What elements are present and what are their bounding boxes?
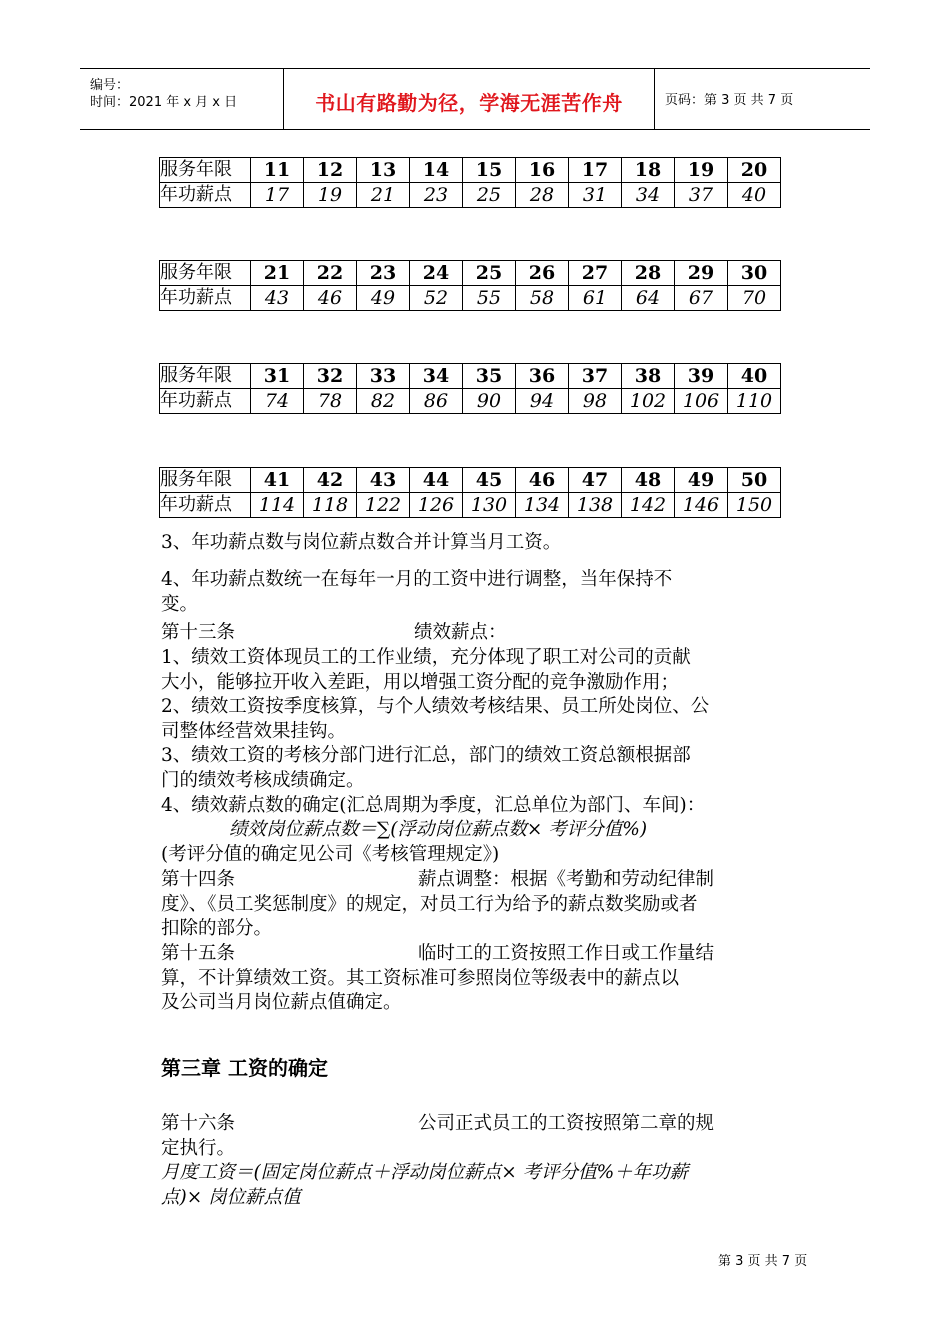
- article-14-line1: 薪点调整：根据《考勤和劳动纪律制: [418, 869, 715, 890]
- article-14-line3: 扣除的部分。: [161, 918, 273, 939]
- table-cell: 25: [463, 261, 516, 286]
- page-header: [80, 68, 870, 130]
- table-cell: 49: [675, 468, 728, 493]
- article-13-number: 第十三条: [161, 622, 236, 643]
- table-cell: 58: [516, 286, 569, 311]
- service-years-row: [160, 158, 781, 183]
- row-label: 年功薪点: [160, 389, 251, 414]
- table-cell: 61: [569, 286, 622, 311]
- article-15-line2: 算，不计算绩效工资。其工资标准可参照岗位等级表中的薪点以: [161, 968, 680, 989]
- clause-3: 3、年功薪点数与岗位薪点数合并计算当月工资。: [161, 532, 562, 553]
- chapter-3-heading: 第三章 工资的确定: [161, 1056, 328, 1080]
- table-cell: 82: [357, 389, 410, 414]
- table-cell: 78: [304, 389, 357, 414]
- article-14-number: 第十四条: [161, 869, 236, 890]
- table-cell: 21: [357, 183, 410, 208]
- row-label: 服务年限: [160, 364, 251, 389]
- footer-page-info: 第 3 页 共 7 页: [718, 1254, 808, 1269]
- article-16-number: 第十六条: [161, 1113, 236, 1134]
- table-cell: 25: [463, 183, 516, 208]
- table-cell: 142: [622, 493, 675, 518]
- service-years-row: [160, 364, 781, 389]
- table-cell: 94: [516, 389, 569, 414]
- table-cell: 70: [728, 286, 781, 311]
- table-cell: 48: [622, 468, 675, 493]
- table-cell: 47: [569, 468, 622, 493]
- table-cell: 26: [516, 261, 569, 286]
- number-label: 编号：: [90, 78, 130, 93]
- table-cell: 36: [516, 364, 569, 389]
- table-cell: 23: [410, 183, 463, 208]
- monthly-wage-formula-line1: 月度工资＝(固定岗位薪点＋浮动岗位薪点× 考评分值%＋年功薪: [161, 1162, 689, 1183]
- table-cell: 43: [357, 468, 410, 493]
- table-cell: 11: [251, 158, 304, 183]
- table-cell: 17: [251, 183, 304, 208]
- time-label: 时间：2021 年 x 月 x 日: [90, 95, 238, 110]
- row-label: 年功薪点: [160, 183, 251, 208]
- row-label: 服务年限: [160, 158, 251, 183]
- seniority-points-row: [160, 286, 781, 311]
- table-cell: 17: [569, 158, 622, 183]
- table-cell: 19: [304, 183, 357, 208]
- seniority-table: [159, 363, 781, 414]
- table-cell: 24: [410, 261, 463, 286]
- table-cell: 29: [675, 261, 728, 286]
- table-cell: 16: [516, 158, 569, 183]
- article-15-line1: 临时工的工资按照工作日或工作量结: [418, 943, 715, 964]
- appraisal-note: (考评分值的确定见公司《考核管理规定》): [161, 844, 500, 865]
- table-cell: 28: [516, 183, 569, 208]
- header-motto: 书山有路勤为径，学海无涯苦作舟: [315, 91, 623, 115]
- table-cell: 20: [728, 158, 781, 183]
- table-cell: 37: [675, 183, 728, 208]
- seniority-points-row: [160, 389, 781, 414]
- header-page-info: 页码：第 3 页 共 7 页: [665, 93, 794, 108]
- a13-item3-line2: 门的绩效考核成绩确定。: [161, 770, 365, 791]
- table-cell: 31: [251, 364, 304, 389]
- table-cell: 98: [569, 389, 622, 414]
- table-cell: 34: [622, 183, 675, 208]
- table-cell: 34: [410, 364, 463, 389]
- table-cell: 27: [569, 261, 622, 286]
- article-16-line1: 公司正式员工的工资按照第二章的规: [418, 1113, 715, 1134]
- row-label: 年功薪点: [160, 286, 251, 311]
- row-label: 服务年限: [160, 261, 251, 286]
- table-cell: 90: [463, 389, 516, 414]
- table-cell: 55: [463, 286, 516, 311]
- a13-item1-line1: 1、绩效工资体现员工的工作业绩，充分体现了职工对公司的贡献: [161, 647, 691, 668]
- table-cell: 106: [675, 389, 728, 414]
- a13-item2-line1: 2、绩效工资按季度核算，与个人绩效考核结果、员工所处岗位、公: [161, 696, 710, 717]
- row-label: 服务年限: [160, 468, 251, 493]
- table-cell: 31: [569, 183, 622, 208]
- table-cell: 35: [463, 364, 516, 389]
- table-cell: 42: [304, 468, 357, 493]
- table-cell: 146: [675, 493, 728, 518]
- table-cell: 64: [622, 286, 675, 311]
- table-cell: 18: [622, 158, 675, 183]
- table-cell: 74: [251, 389, 304, 414]
- table-cell: 130: [463, 493, 516, 518]
- table-cell: 43: [251, 286, 304, 311]
- table-cell: 118: [304, 493, 357, 518]
- article-15-line3: 及公司当月岗位薪点值确定。: [161, 992, 402, 1013]
- table-cell: 33: [357, 364, 410, 389]
- table-cell: 67: [675, 286, 728, 311]
- table-cell: 44: [410, 468, 463, 493]
- service-years-row: [160, 261, 781, 286]
- table-cell: 13: [357, 158, 410, 183]
- table-cell: 28: [622, 261, 675, 286]
- seniority-points-row: [160, 183, 781, 208]
- table-cell: 138: [569, 493, 622, 518]
- table-cell: 41: [251, 468, 304, 493]
- a13-item3-line1: 3、绩效工资的考核分部门进行汇总，部门的绩效工资总额根据部: [161, 745, 691, 766]
- a13-item4: 4、绩效薪点数的确定(汇总周期为季度，汇总单位为部门、车间)：: [161, 795, 706, 816]
- a13-item1-line2: 大小，能够拉开收入差距，用以增强工资分配的竞争激励作用；: [161, 672, 680, 693]
- table-cell: 14: [410, 158, 463, 183]
- table-cell: 12: [304, 158, 357, 183]
- formula-performance-points: 绩效岗位薪点数＝∑(浮动岗位薪点数× 考评分值%): [229, 819, 648, 840]
- monthly-wage-formula-line2: 点)× 岗位薪点值: [161, 1187, 301, 1208]
- header-divider: [654, 69, 655, 129]
- table-cell: 30: [728, 261, 781, 286]
- table-cell: 50: [728, 468, 781, 493]
- table-cell: 150: [728, 493, 781, 518]
- table-cell: 38: [622, 364, 675, 389]
- header-meta: [80, 69, 283, 129]
- clause-4-line2: 变。: [161, 594, 199, 615]
- table-cell: 46: [304, 286, 357, 311]
- article-14-line2: 度》、《员工奖惩制度》的规定，对员工行为给予的薪点数奖励或者: [161, 894, 698, 915]
- seniority-points-row: [160, 493, 781, 518]
- table-cell: 39: [675, 364, 728, 389]
- table-cell: 126: [410, 493, 463, 518]
- service-years-row: [160, 468, 781, 493]
- article-13-title: 绩效薪点：: [414, 622, 507, 643]
- table-cell: 45: [463, 468, 516, 493]
- row-label: 年功薪点: [160, 493, 251, 518]
- table-cell: 19: [675, 158, 728, 183]
- table-cell: 49: [357, 286, 410, 311]
- table-cell: 114: [251, 493, 304, 518]
- table-cell: 22: [304, 261, 357, 286]
- table-cell: 21: [251, 261, 304, 286]
- seniority-table: [159, 157, 781, 208]
- table-cell: 40: [728, 183, 781, 208]
- table-cell: 32: [304, 364, 357, 389]
- table-cell: 23: [357, 261, 410, 286]
- clause-4-line1: 4、年功薪点数统一在每年一月的工资中进行调整，当年保持不: [161, 569, 673, 590]
- table-cell: 102: [622, 389, 675, 414]
- table-cell: 86: [410, 389, 463, 414]
- table-cell: 40: [728, 364, 781, 389]
- a13-item2-line2: 司整体经营效果挂钩。: [161, 721, 347, 742]
- article-15-number: 第十五条: [161, 943, 236, 964]
- table-cell: 134: [516, 493, 569, 518]
- table-cell: 15: [463, 158, 516, 183]
- table-cell: 46: [516, 468, 569, 493]
- table-cell: 122: [357, 493, 410, 518]
- table-cell: 52: [410, 286, 463, 311]
- table-cell: 37: [569, 364, 622, 389]
- article-16-line2: 定执行。: [161, 1138, 236, 1159]
- seniority-table: [159, 467, 781, 518]
- table-cell: 110: [728, 389, 781, 414]
- seniority-table: [159, 260, 781, 311]
